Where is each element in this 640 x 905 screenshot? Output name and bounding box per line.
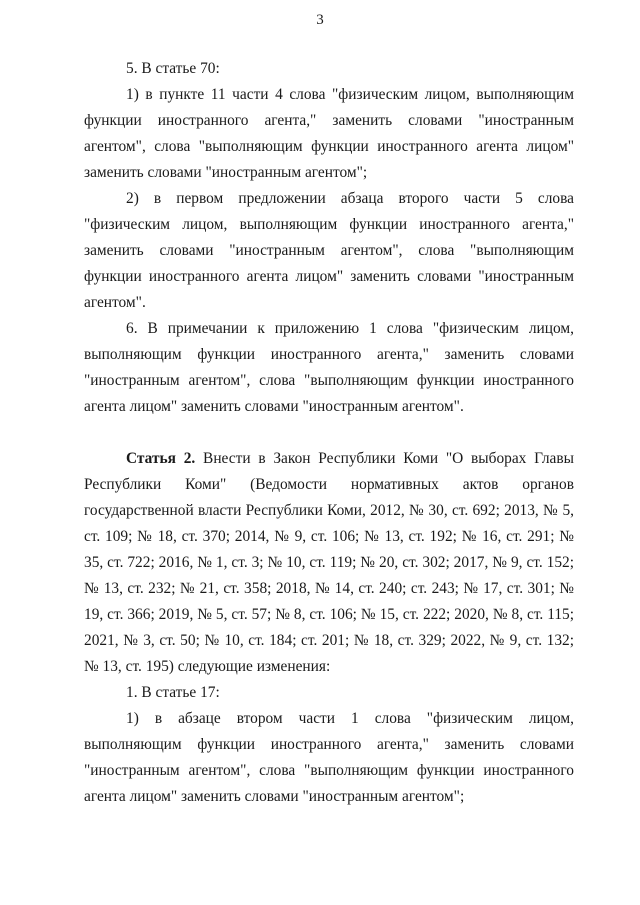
paragraph-article-2 [84, 446, 574, 680]
article-2-label: Статья 2. [126, 450, 196, 467]
paragraph-article-17-heading: 1. В статье 17: [126, 684, 220, 701]
paragraph-appendix-note: 6. В примечании к приложению 1 слова "физическим лицом, выполняющим функции иностранного агента," заменить словами "иностранным агентом", слова "выполняющим функции иностранного агента лицом" заменить словами "иностранным агентом". [84, 320, 574, 415]
paragraph-article-70-heading: 5. В статье 70: [126, 60, 220, 77]
page-number: 3 [316, 12, 324, 28]
paragraph-article-70-item-2: 2) в первом предложении абзаца второго части 5 слова "физическим лицом, выполняющим функции иностранного агента," заменить словами "иностранным агентом", слова "выполняющим функции иностранного агента лицом" заменить словами "иностранным агентом". [84, 190, 574, 311]
article-2-text: Внести в Закон Республики Коми "О выборах Главы Республики Коми" (Ведомости нормативных актов органов государственной власти Республики Коми, 2012, № 30, ст. 692; 2013, № 5, ст. 109; № 18, ст. 370; 2014, № 9, ст. 106; № 13, ст. 192; № 16, ст. 291; № 35, ст. 722; 2016, № 1, ст. 3; № 10, ст. 119; № 20, ст. 302; 2017, № 9, ст. 152; № 13, ст. 232; № 21, ст. 358; 2018, № 14, ст. 240; ст. 243; № 17, ст. 301; № 19, ст. 366; 2019, № 5, ст. 57; № 8, ст. 106; № 15, ст. 222; 2020, № 8, ст. 115; 2021, № 3, ст. 50; № 10, ст. 184; ст. 201; № 18, ст. 329; 2022, № 9, ст. 132; № 13, ст. 195) следующие изменения: [84, 450, 574, 675]
paragraph-article-70-item-1: 1) в пункте 11 части 4 слова "физическим лицом, выполняющим функции иностранного агента," заменить словами "иностранным агентом", слова "выполняющим функции иностранного агента лицом" заменить словами "иностранным агентом"; [84, 86, 574, 181]
document-body [84, 56, 574, 810]
paragraph-article-17-item-1: 1) в абзаце втором части 1 слова "физическим лицом, выполняющим функции иностранного агента," заменить словами "иностранным агентом", слова "выполняющим функции иностранного агента лицом" заменить словами "иностранным агентом"; [84, 710, 574, 805]
